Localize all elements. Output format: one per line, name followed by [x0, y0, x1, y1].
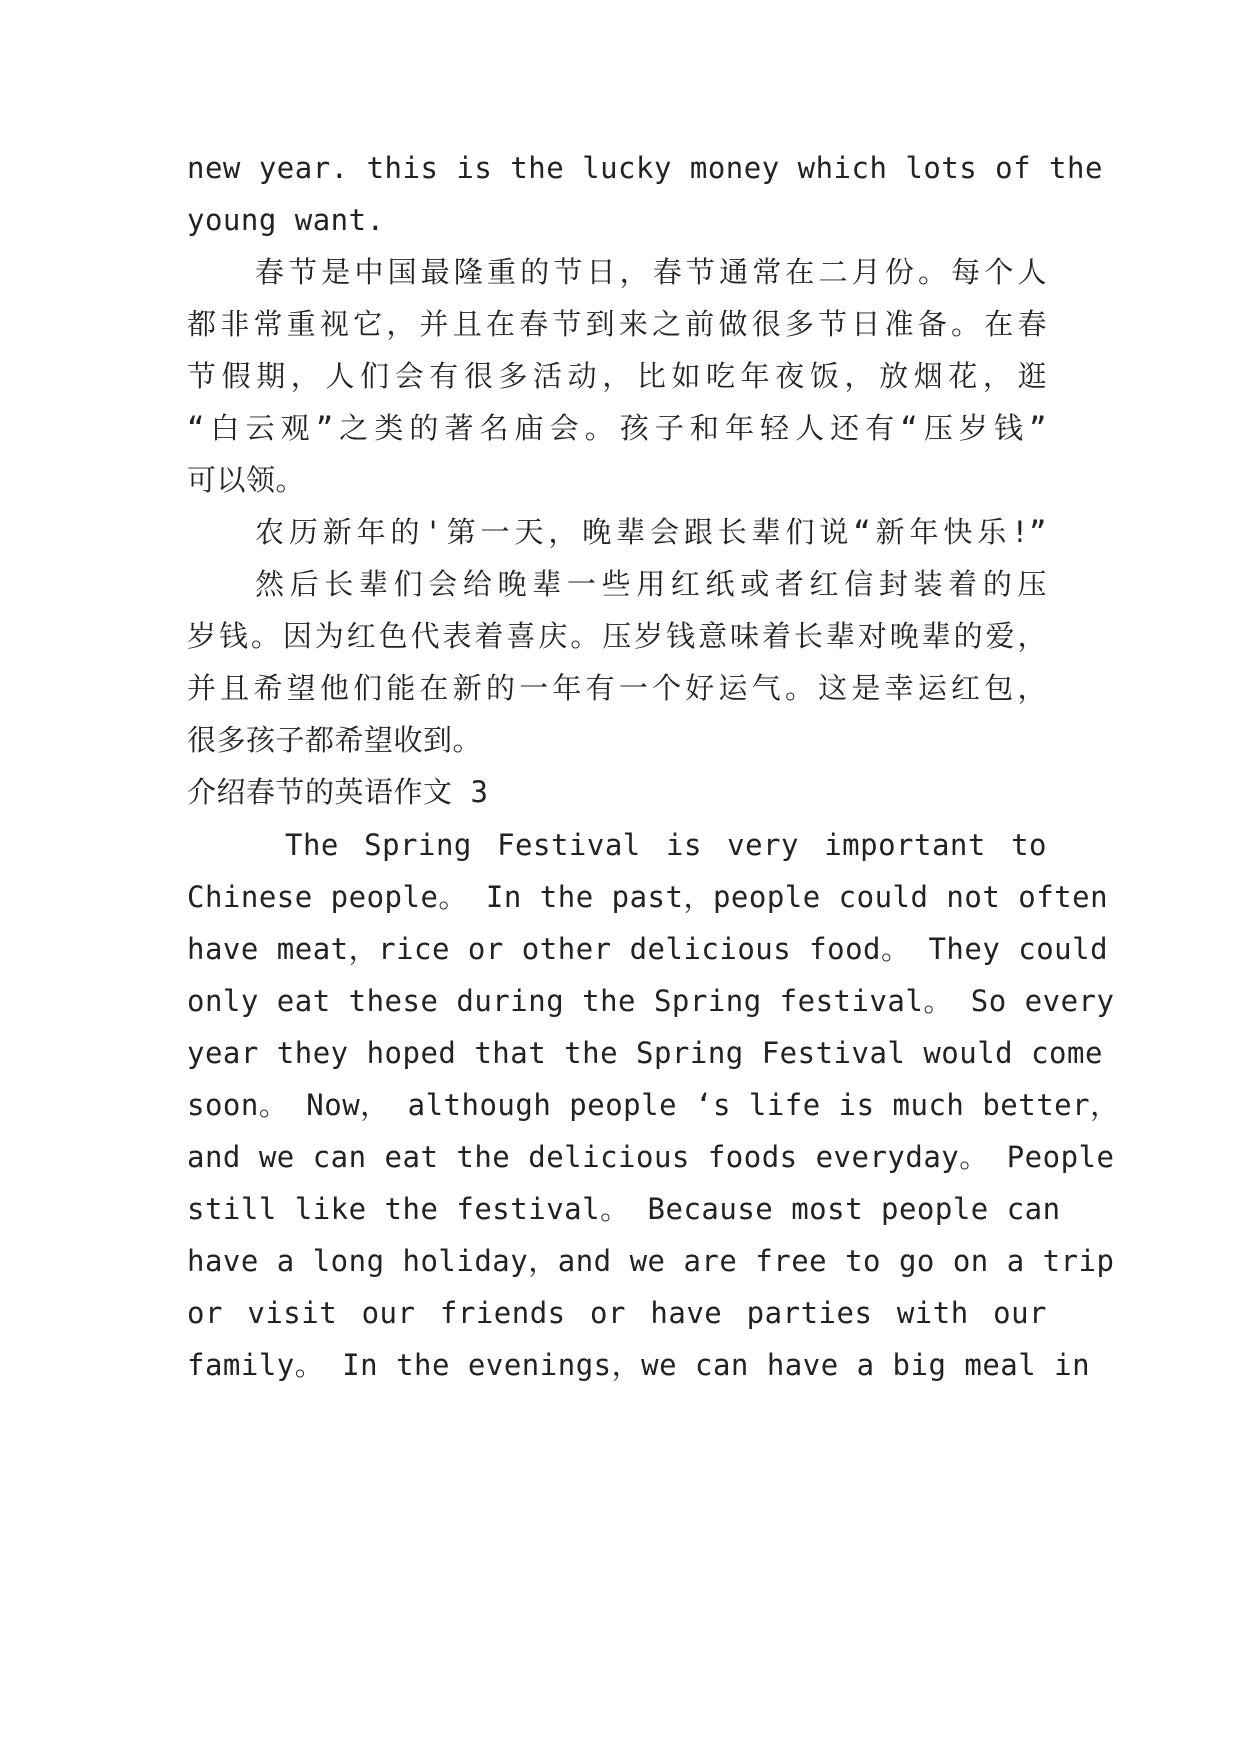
- paragraph-line: 都非常重视它，并且在春节到来之前做很多节日准备。在春: [187, 307, 1047, 341]
- paragraph-line: 并且希望他们能在新的一年有一个好运气。这是幸运红包，: [187, 671, 1047, 705]
- paragraph-line: 节假期，人们会有很多活动，比如吃年夜饭，放烟花，逛: [187, 359, 1047, 393]
- paragraph-line: 春节是中国最隆重的节日，春节通常在二月份。每个人: [255, 255, 1047, 289]
- paragraph-line: have meat，rice or other delicious food。 They could: [187, 932, 1109, 966]
- paragraph-line: 农历新年的'第一天，晚辈会跟长辈们说“新年快乐!”: [255, 515, 1047, 549]
- paragraph-line: Chinese people。 In the past，people could not often: [187, 880, 1109, 914]
- paragraph-line: year they hoped that the Spring Festival would come: [187, 1036, 1103, 1070]
- paragraph-line: young want.: [187, 203, 385, 237]
- paragraph-line: 很多孩子都希望收到。: [187, 723, 483, 757]
- paragraph-line: 可以领。: [187, 463, 306, 497]
- paragraph-line: only eat these during the Spring festival。 So every: [187, 984, 1115, 1018]
- section-heading: 介绍春节的英语作文 3: [187, 775, 489, 809]
- paragraph-line: “白云观”之类的著名庙会。孩子和年轻人还有“压岁钱”: [187, 411, 1047, 445]
- paragraph-line: 岁钱。因为红色代表着喜庆。压岁钱意味着长辈对晚辈的爱，: [187, 619, 1047, 653]
- paragraph-line: soon。 Now， although people ‘s life is much better，: [187, 1088, 1120, 1122]
- paragraph-line: or visit our friends or have parties with our: [187, 1296, 1047, 1330]
- paragraph-line: have a long holiday，and we are free to go on a trip: [187, 1244, 1115, 1278]
- paragraph-line: The Spring Festival is very important to: [285, 828, 1047, 862]
- paragraph-line: 然后长辈们会给晚辈一些用红纸或者红信封装着的压: [255, 567, 1047, 601]
- paragraph-line: and we can eat the delicious foods everyday。 People: [187, 1140, 1115, 1174]
- paragraph-line: still like the festival。 Because most people can: [187, 1192, 1061, 1226]
- paragraph-line: new year. this is the lucky money which lots of the: [187, 151, 1103, 185]
- paragraph-line: family。 In the evenings，we can have a big meal in: [187, 1348, 1091, 1382]
